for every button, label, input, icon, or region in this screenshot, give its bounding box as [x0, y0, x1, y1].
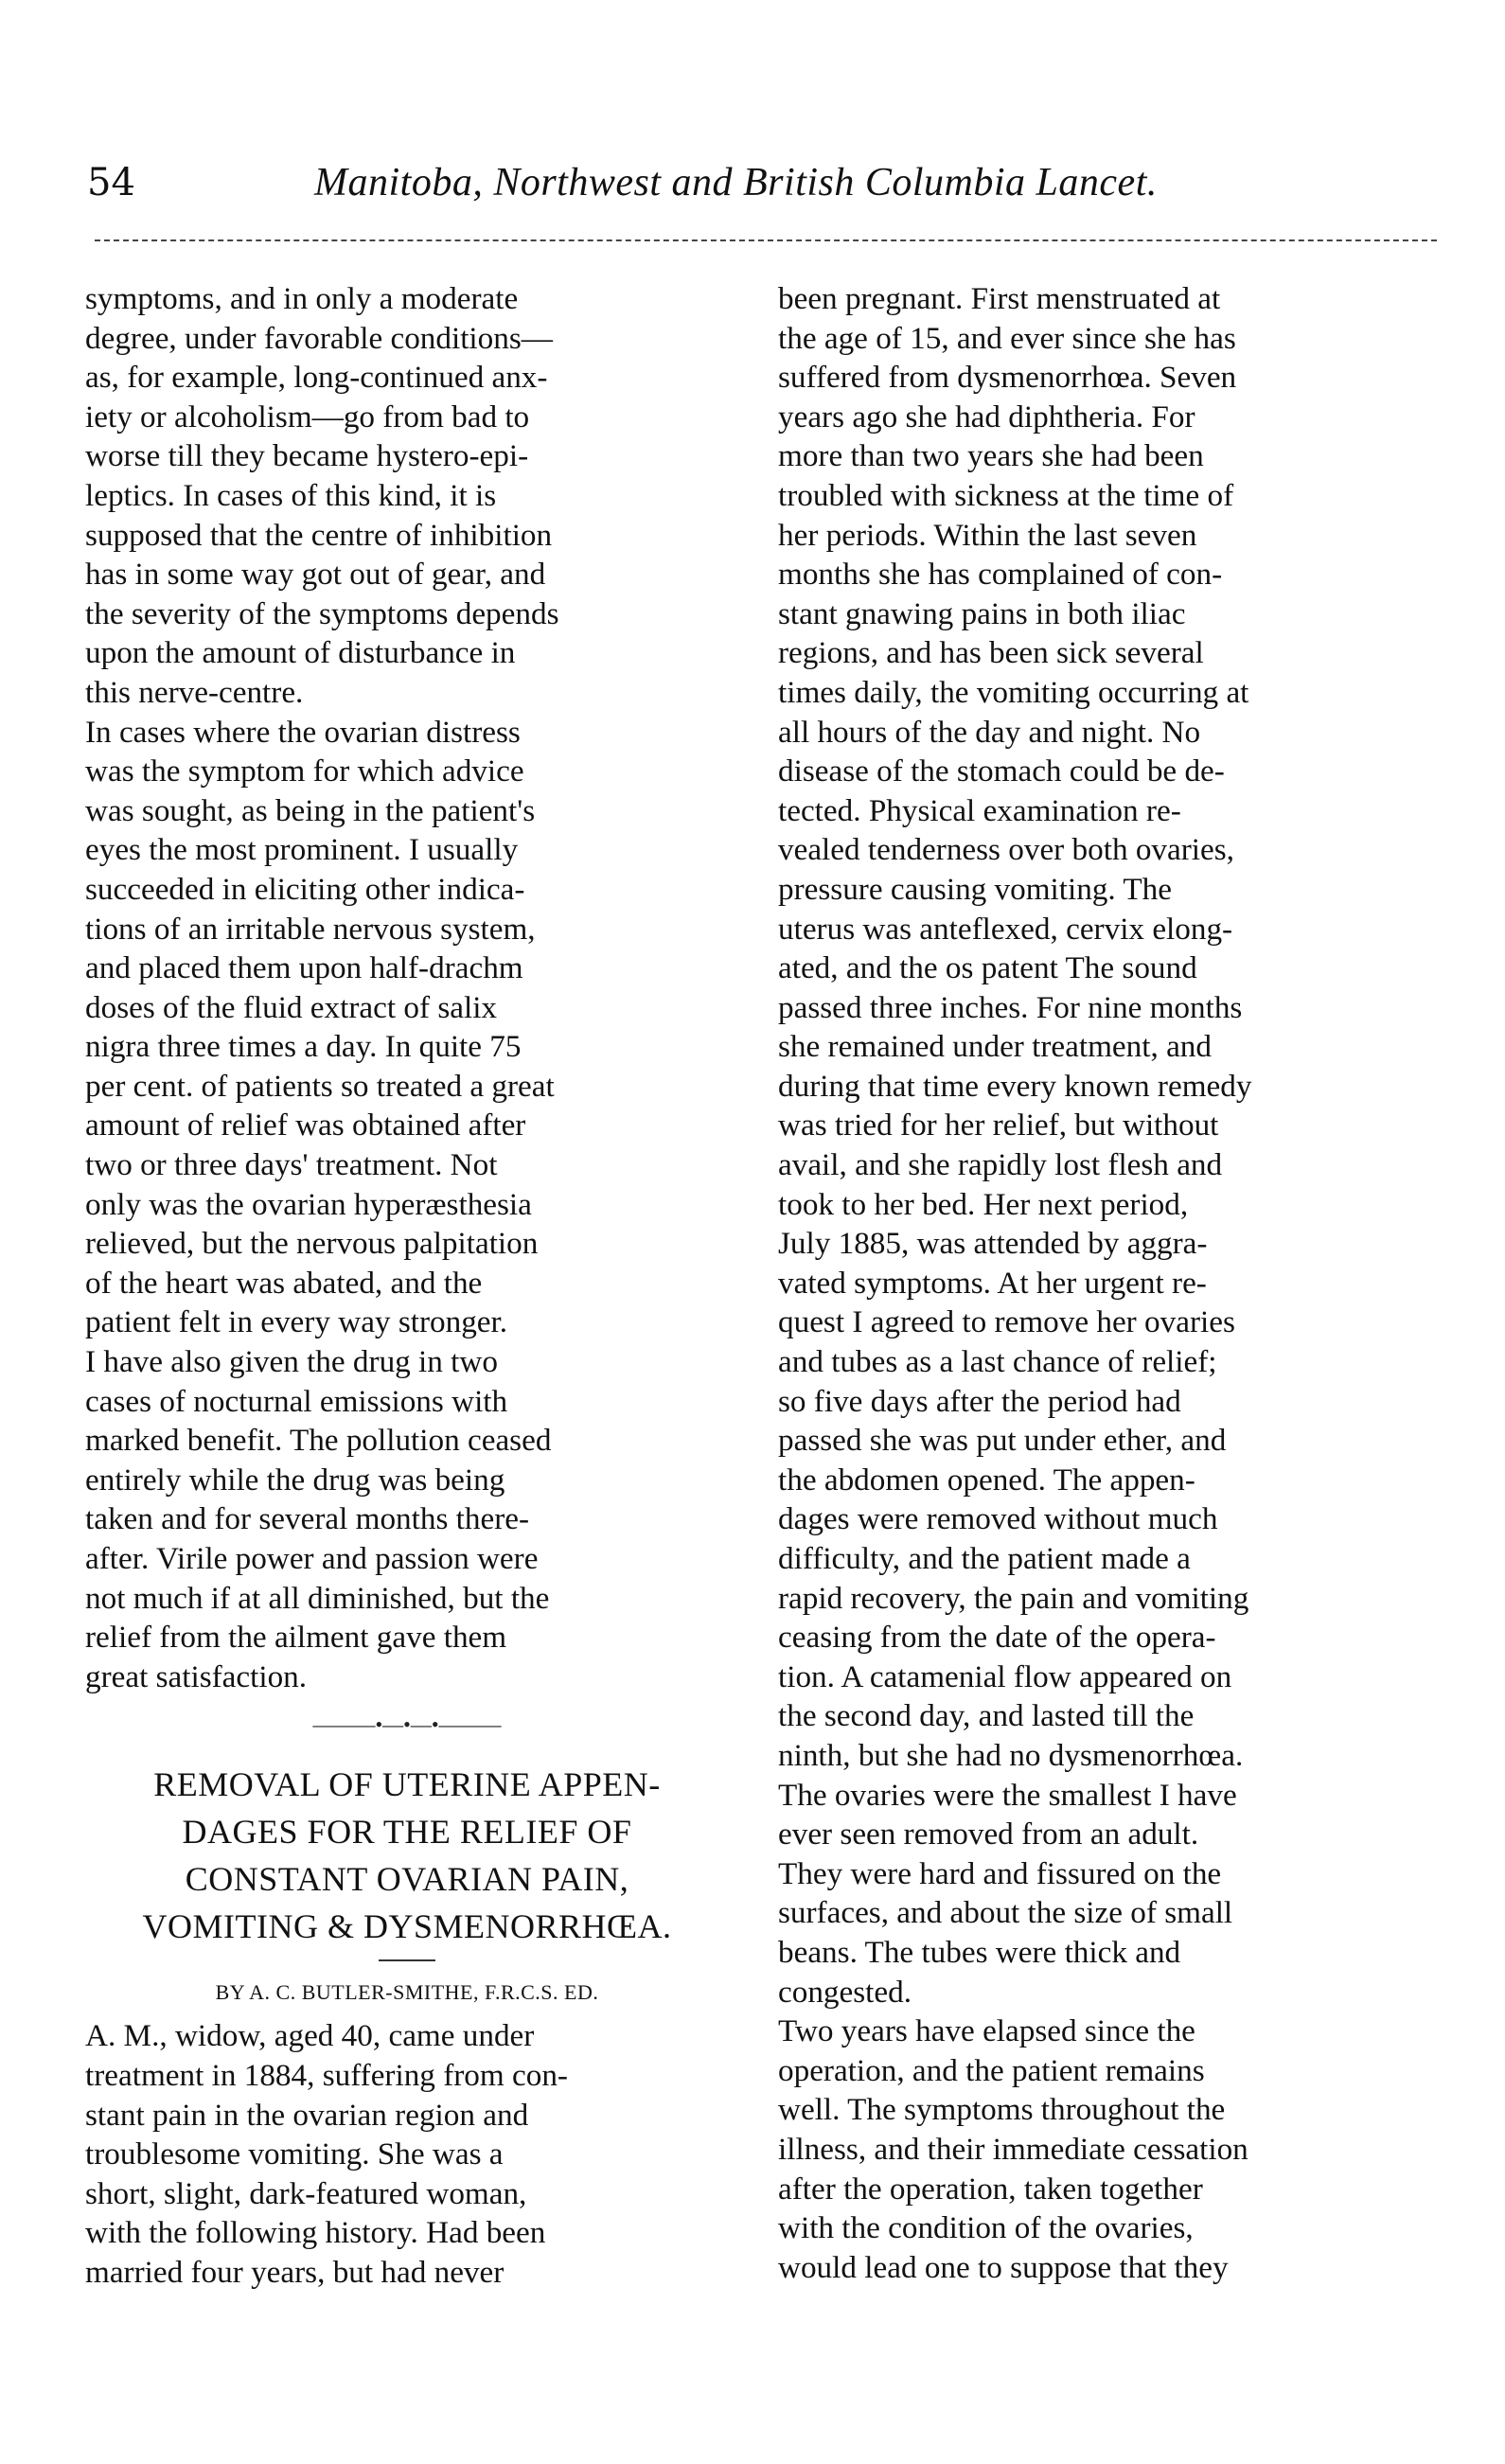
- text-line: difficulty, and the patient made a: [778, 1541, 1191, 1576]
- text-line: per cent. of patients so treated a great: [85, 1068, 555, 1104]
- text-line: with the following history. Had been: [85, 2215, 546, 2251]
- text-line: short, slight, dark-featured woman,: [85, 2175, 527, 2211]
- article-title: [85, 1761, 729, 1950]
- text-line: troublesome vomiting. She was a: [85, 2136, 504, 2172]
- text-line: CONSTANT OVARIAN PAIN,: [185, 1860, 629, 1899]
- text-line: tected. Physical examination re-: [778, 792, 1181, 828]
- left-column-text: [85, 279, 729, 1696]
- text-line: The ovaries were the smallest I have: [778, 1777, 1237, 1813]
- text-line: more than two years she had been: [778, 438, 1204, 474]
- text-line: REMOVAL OF UTERINE APPEN-: [153, 1765, 661, 1804]
- text-line: relief from the ailment gave them: [85, 1620, 507, 1656]
- text-line: ated, and the os patent The sound: [778, 950, 1197, 986]
- text-line: this nerve-centre.: [85, 674, 304, 710]
- section-ornament: ———•—•—•———: [312, 1712, 502, 1737]
- text-line: suffered from dysmenorrhœa. Seven: [778, 360, 1237, 396]
- text-line: was the symptom for which advice: [85, 753, 524, 789]
- left-column: [85, 279, 729, 2293]
- text-line: rapid recovery, the pain and vomiting: [778, 1580, 1249, 1616]
- text-line: relieved, but the nervous palpitation: [85, 1226, 539, 1262]
- text-line: great satisfaction.: [85, 1658, 308, 1694]
- text-line: only was the ovarian hyperæsthesia: [85, 1186, 532, 1222]
- text-line: ninth, but she had no dysmenorrhœa.: [778, 1737, 1244, 1773]
- text-line: times daily, the vomiting occurring at: [778, 674, 1249, 710]
- text-line: doses of the fluid extract of salix: [85, 989, 498, 1025]
- text-line: ceasing from the date of the opera-: [778, 1620, 1216, 1656]
- text-line: vated symptoms. At her urgent re-: [778, 1265, 1207, 1301]
- text-line: eyes the most prominent. I usually: [85, 832, 519, 868]
- text-line: patient felt in every way stronger.: [85, 1304, 508, 1340]
- text-line: after the operation, taken together: [778, 2171, 1203, 2207]
- article-opening-text: [85, 2016, 729, 2292]
- header-rule: [95, 239, 1437, 241]
- text-line: VOMITING & DYSMENORRHŒA.: [142, 1907, 672, 1946]
- text-line: beans. The tubes were thick and: [778, 1934, 1181, 1970]
- text-line: so five days after the period had: [778, 1383, 1181, 1419]
- text-line: with the condition of the ovaries,: [778, 2210, 1194, 2246]
- text-line: In cases where the ovarian distress: [85, 714, 521, 750]
- text-line: well. The symptoms throughout the: [778, 2092, 1226, 2128]
- text-line: tion. A catamenial flow appeared on: [778, 1658, 1232, 1694]
- text-line: operation, and the patient remains: [778, 2052, 1205, 2088]
- text-line: passed three inches. For nine months: [778, 989, 1243, 1025]
- text-line: avail, and she rapidly lost flesh and: [778, 1147, 1223, 1183]
- right-column-text: [778, 279, 1422, 2287]
- text-line: vealed tenderness over both ovaries,: [778, 832, 1234, 868]
- text-line: cases of nocturnal emissions with: [85, 1383, 508, 1419]
- text-line: taken and for several months there-: [85, 1501, 530, 1537]
- text-line: not much if at all diminished, but the: [85, 1580, 550, 1616]
- page-header: [87, 156, 1431, 209]
- text-line: quest I agreed to remove her ovaries: [778, 1304, 1235, 1340]
- text-line: has in some way got out of gear, and: [85, 557, 546, 593]
- text-line: DAGES FOR THE RELIEF OF: [182, 1813, 632, 1852]
- text-line: two or three days' treatment. Not: [85, 1147, 498, 1183]
- text-line: entirely while the drug was being: [85, 1462, 505, 1498]
- text-line: married four years, but had never: [85, 2254, 505, 2290]
- text-line: iety or alcoholism—go from bad to: [85, 399, 530, 434]
- text-line: dages were removed without much: [778, 1501, 1218, 1537]
- text-line: all hours of the day and night. No: [778, 714, 1201, 750]
- text-line: tions of an irritable nervous system,: [85, 911, 536, 947]
- text-line: disease of the stomach could be de-: [778, 753, 1225, 789]
- text-line: uterus was anteflexed, cervix elong-: [778, 911, 1233, 947]
- text-line: and tubes as a last chance of relief;: [778, 1344, 1217, 1380]
- text-line: marked benefit. The pollution ceased: [85, 1423, 552, 1459]
- text-line: was tried for her relief, but without: [778, 1108, 1219, 1143]
- text-line: during that time every known remedy: [778, 1068, 1252, 1104]
- text-line: July 1885, was attended by aggra-: [778, 1226, 1208, 1262]
- text-line: as, for example, long-continued anx-: [85, 360, 548, 396]
- title-rule: [379, 1959, 435, 1961]
- text-line: stant gnawing pains in both iliac: [778, 595, 1186, 631]
- text-line: stant pain in the ovarian region and: [85, 2097, 529, 2133]
- text-line: was sought, as being in the patient's: [85, 792, 536, 828]
- text-line: treatment in 1884, suffering from con-: [85, 2057, 568, 2093]
- text-line: would lead one to suppose that they: [778, 2249, 1229, 2285]
- text-line: ever seen removed from an adult.: [778, 1817, 1199, 1852]
- text-line: symptoms, and in only a moderate: [85, 281, 519, 316]
- text-line: I have also given the drug in two: [85, 1344, 498, 1380]
- text-line: years ago she had diphtheria. For: [778, 399, 1195, 434]
- text-line: congested.: [778, 1974, 912, 2010]
- page-number: 54: [87, 161, 135, 204]
- text-line: surfaces, and about the size of small: [778, 1895, 1233, 1931]
- text-line: took to her bed. Her next period,: [778, 1186, 1189, 1222]
- text-line: the age of 15, and ever since she has: [778, 320, 1236, 356]
- text-line: nigra three times a day. In quite 75: [85, 1029, 522, 1065]
- text-line: worse till they became hystero-epi-: [85, 438, 529, 474]
- text-line: been pregnant. First menstruated at: [778, 281, 1221, 316]
- text-line: regions, and has been sick several: [778, 635, 1204, 671]
- text-line: illness, and their immediate cessation: [778, 2131, 1248, 2167]
- text-line: the abdomen opened. The appen-: [778, 1462, 1195, 1498]
- text-line: amount of relief was obtained after: [85, 1108, 526, 1143]
- text-line: of the heart was abated, and the: [85, 1265, 483, 1301]
- right-column: [778, 279, 1422, 2287]
- text-line: succeeded in eliciting other indica-: [85, 871, 525, 907]
- text-line: They were hard and fissured on the: [778, 1855, 1222, 1891]
- text-line: her periods. Within the last seven: [778, 517, 1197, 553]
- text-line: pressure causing vomiting. The: [778, 871, 1172, 907]
- text-line: upon the amount of disturbance in: [85, 635, 516, 671]
- byline: BY A. C. BUTLER-SMITHE, F.R.C.S. ED.: [215, 1980, 599, 2005]
- text-line: and placed them upon half-drachm: [85, 950, 523, 986]
- running-head: Manitoba, Northwest and British Columbia Lancet.: [314, 161, 1158, 204]
- text-line: Two years have elapsed since the: [778, 2013, 1195, 2049]
- text-line: degree, under favorable conditions—: [85, 320, 553, 356]
- text-line: after. Virile power and passion were: [85, 1541, 539, 1576]
- text-line: the severity of the symptoms depends: [85, 595, 559, 631]
- text-line: passed she was put under ether, and: [778, 1423, 1227, 1459]
- text-line: troubled with sickness at the time of: [778, 477, 1234, 513]
- text-line: the second day, and lasted till the: [778, 1698, 1195, 1734]
- text-line: A. M., widow, aged 40, came under: [85, 2018, 535, 2054]
- text-line: she remained under treatment, and: [778, 1029, 1212, 1065]
- text-line: months she has complained of con-: [778, 557, 1223, 593]
- text-line: leptics. In cases of this kind, it is: [85, 477, 497, 513]
- text-line: supposed that the centre of inhibition: [85, 517, 553, 553]
